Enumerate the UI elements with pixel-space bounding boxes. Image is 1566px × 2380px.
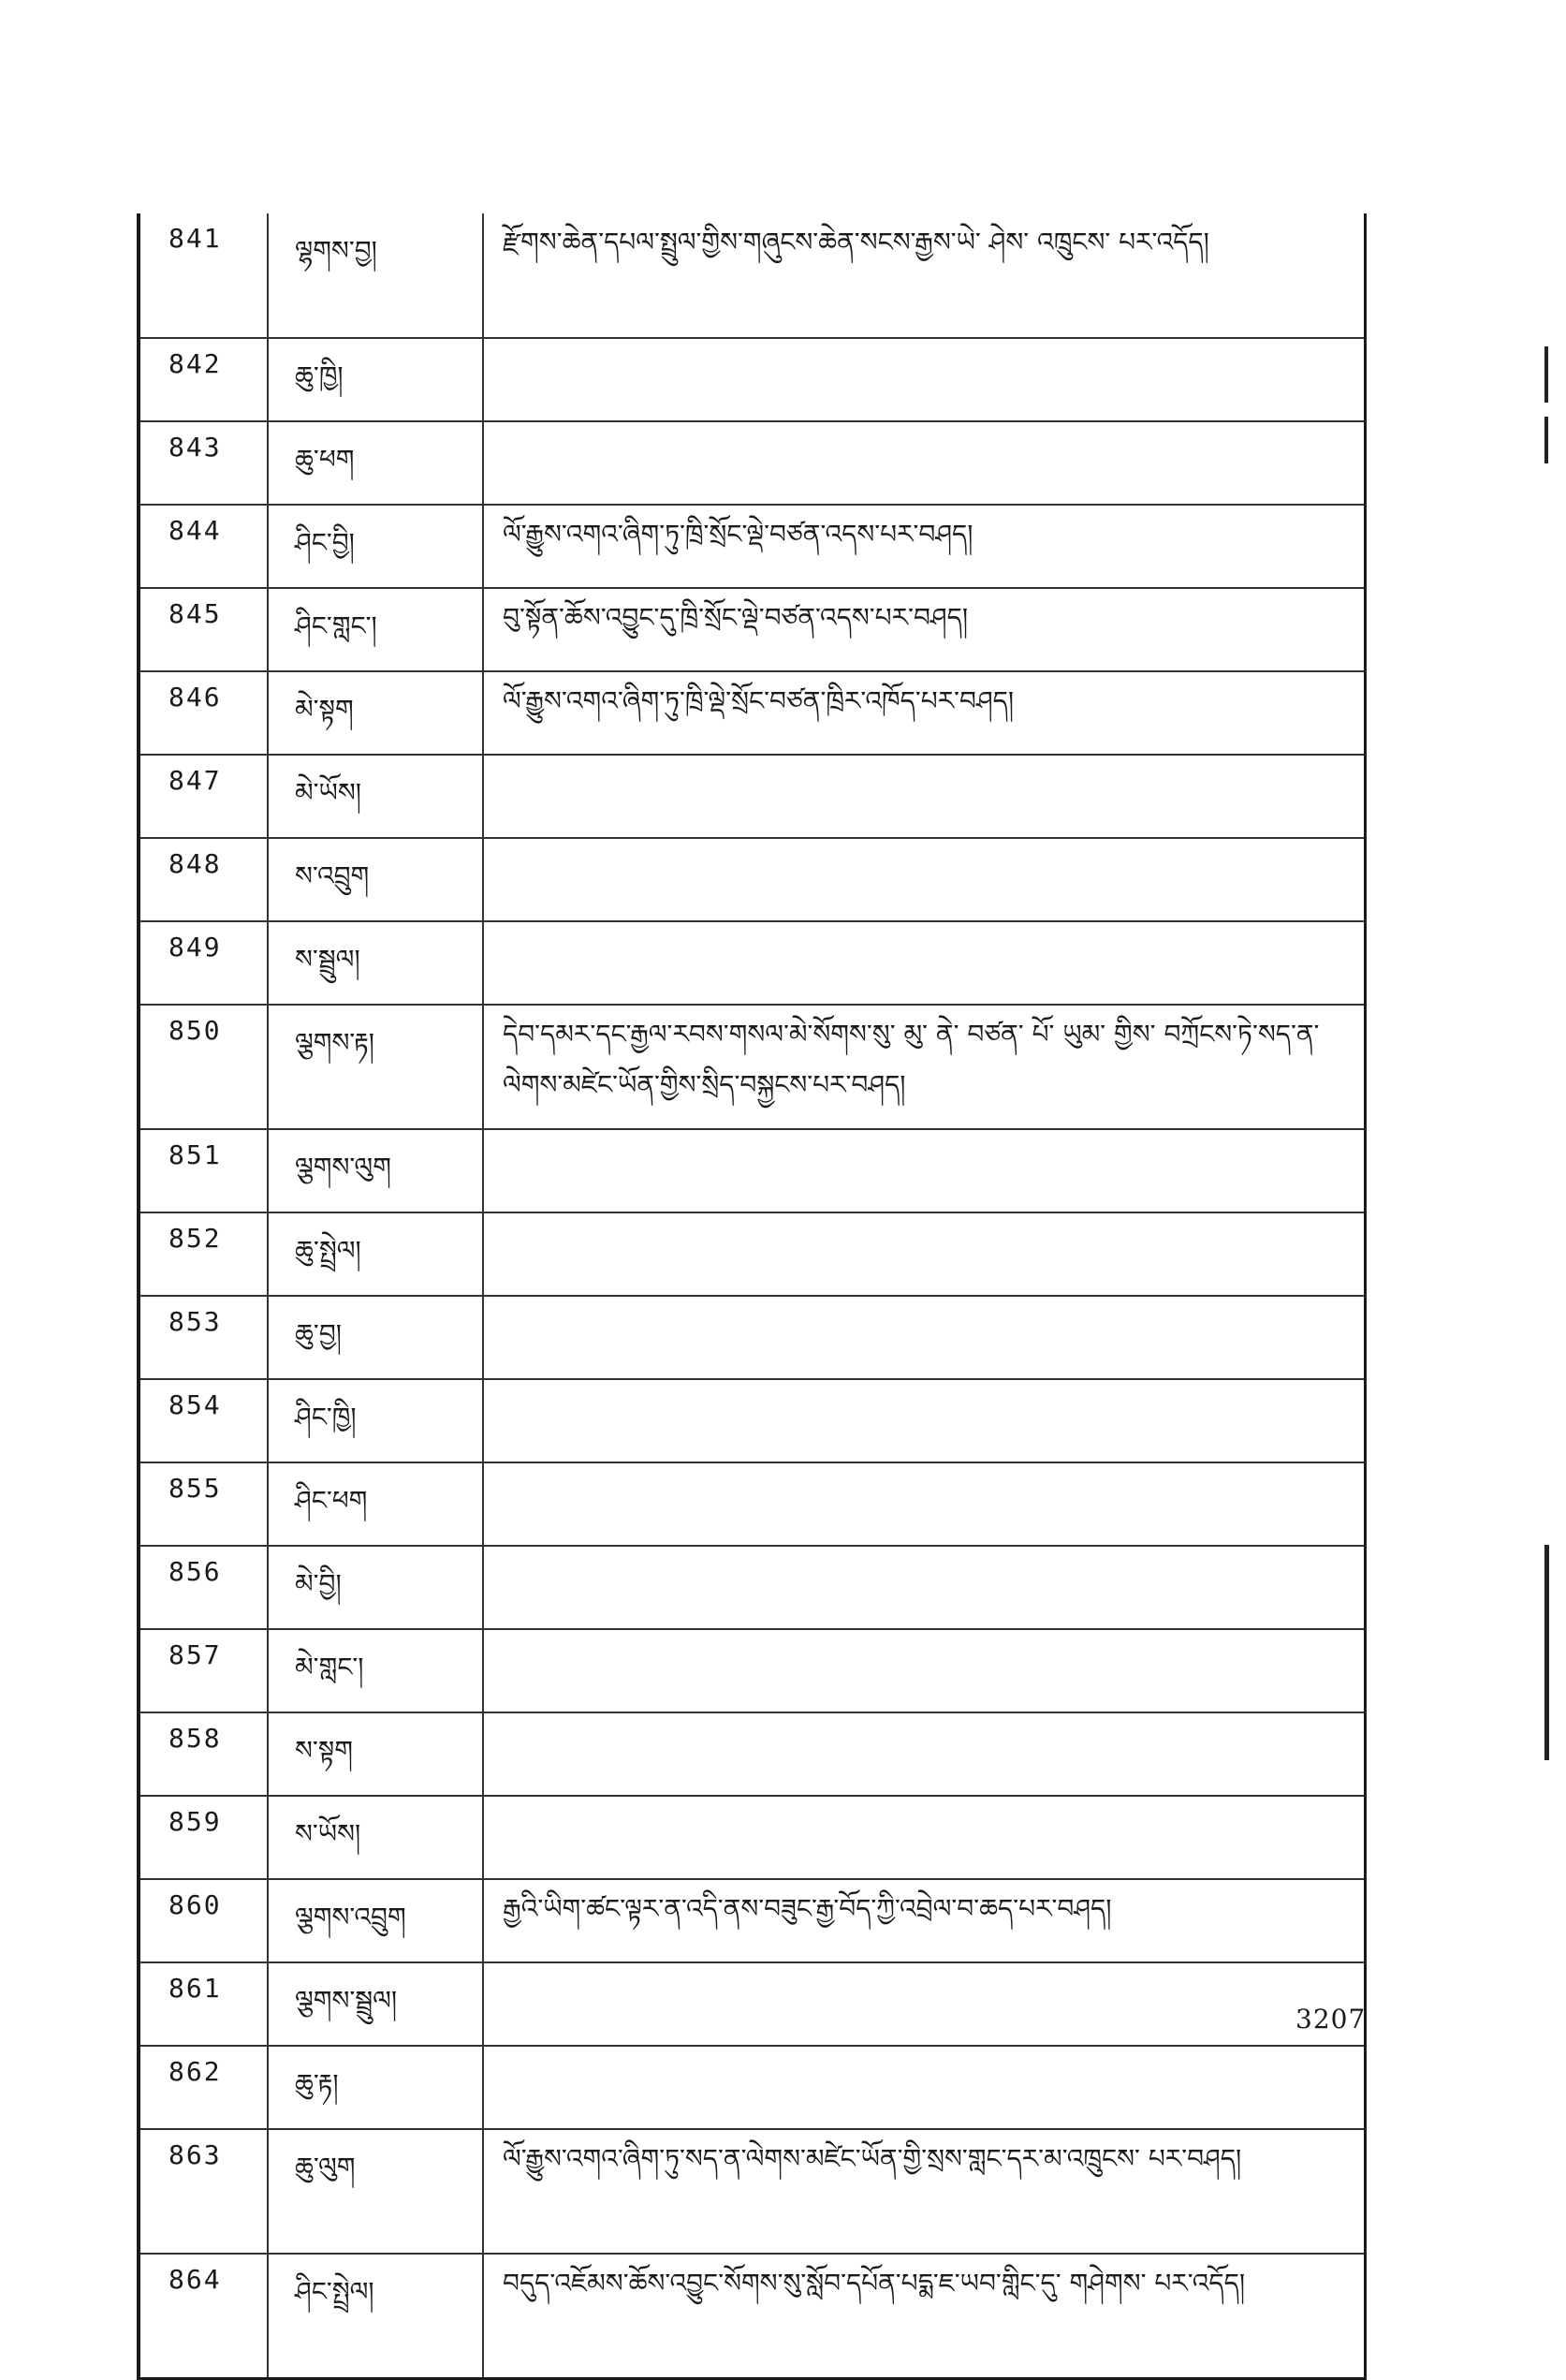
event-description xyxy=(483,1296,1366,1379)
event-description xyxy=(483,1129,1366,1212)
table-row xyxy=(139,1379,1366,1462)
year-name: ས་སྦྲུལ། xyxy=(268,921,483,1005)
table-row xyxy=(139,338,1366,421)
event-description xyxy=(483,755,1366,838)
table-row xyxy=(139,1212,1366,1296)
year-number: 862 xyxy=(139,2046,268,2129)
event-description xyxy=(483,338,1366,421)
year-number: 854 xyxy=(139,1379,268,1462)
event-description: རྒྱའི་ཡིག་ཚང་ལྟར་ན་འདི་ནས་བཟུང་རྒྱ་བོད་ཀྱི་འབྲེལ་བ་ཆད་པར་བཤད། xyxy=(483,1879,1366,1962)
event-description: རྫོགས་ཆེན་དཔལ་སྤྲུལ་གྱིས་གཞུངས་ཆེན་སངས་རྒྱས་ཡེ་ ཤེས་ འཁྲུངས་ པར་འདོད། xyxy=(483,213,1366,338)
event-description xyxy=(483,1796,1366,1879)
year-name: ཆུ་བྱ། xyxy=(268,1296,483,1379)
year-name: ཆུ་སྤྲེལ། xyxy=(268,1212,483,1296)
year-name: ཆུ་རྟ། xyxy=(268,2046,483,2129)
table-row xyxy=(139,1129,1366,1212)
year-name: ལྷགས་བྱ། xyxy=(268,213,483,338)
event-description xyxy=(483,1712,1366,1796)
table-row xyxy=(139,1546,1366,1629)
table-row xyxy=(139,1462,1366,1546)
margin-mark xyxy=(1544,1545,1549,1760)
table-row xyxy=(139,2046,1366,2129)
year-number: 851 xyxy=(139,1129,268,1212)
table-row xyxy=(139,2129,1366,2254)
event-description: ལོ་རྒྱུས་འགའ་ཞིག་ཏུ་ཁྲི་ལྡེ་སྲོང་བཙན་ཁྲིར་འཁོད་པར་བཤད། xyxy=(483,671,1366,755)
event-description xyxy=(483,1546,1366,1629)
event-description xyxy=(483,921,1366,1005)
year-number: 858 xyxy=(139,1712,268,1796)
margin-mark xyxy=(1544,346,1548,403)
year-number: 842 xyxy=(139,338,268,421)
year-name: ས་ཡོས། xyxy=(268,1796,483,1879)
year-number: 861 xyxy=(139,1962,268,2046)
year-number: 855 xyxy=(139,1462,268,1546)
table-row xyxy=(139,1005,1366,1129)
year-name: ཤིང་གླང་། xyxy=(268,588,483,671)
table-row xyxy=(139,505,1366,588)
event-description xyxy=(483,1379,1366,1462)
table-row xyxy=(139,1879,1366,1962)
year-number: 856 xyxy=(139,1546,268,1629)
year-name: མེ་བྱི། xyxy=(268,1546,483,1629)
year-number: 853 xyxy=(139,1296,268,1379)
event-description xyxy=(483,421,1366,505)
event-description xyxy=(483,1212,1366,1296)
event-description: དེབ་དམར་དང་རྒྱལ་རབས་གསལ་མེ་སོགས་སུ་ མུ་ ནེ་ བཙན་ པོ་ ཡུམ་ གྱིས་ བཀྲོངས་ཏེ་སད་ན་ལེགས་མཛེང་ཡོན་གྱིས་སྲིད་བསྐྱངས་པར་བཤད། xyxy=(483,1005,1366,1129)
table-row xyxy=(139,1629,1366,1712)
table-row xyxy=(139,1796,1366,1879)
table-row xyxy=(139,213,1366,338)
year-name: ཆུ་ཁྱི། xyxy=(268,338,483,421)
table-row xyxy=(139,1296,1366,1379)
table-row xyxy=(139,1712,1366,1796)
year-name: མེ་ཡོས། xyxy=(268,755,483,838)
event-description: བདུད་འཇོམས་ཆོས་འབྱུང་སོགས་སུ་སློབ་དཔོན་པདྨ་ཇ་ཡབ་གླིང་དུ་ གཤེགས་ པར་འདོད། xyxy=(483,2254,1366,2378)
year-name: ལྕགས་སྦྲུལ། xyxy=(268,1962,483,2046)
table-body xyxy=(139,213,1366,2378)
event-description xyxy=(483,1962,1366,2046)
table-row xyxy=(139,588,1366,671)
year-number: 845 xyxy=(139,588,268,671)
table-row xyxy=(139,921,1366,1005)
year-number: 846 xyxy=(139,671,268,755)
year-name: ཤིང་བྱི། xyxy=(268,505,483,588)
year-number: 847 xyxy=(139,755,268,838)
event-description: ལོ་རྒྱུས་འགའ་ཞིག་ཏུ་ཁྲི་སྲོང་ལྡེ་བཙན་འདས་པར་བཤད། xyxy=(483,505,1366,588)
table-row xyxy=(139,671,1366,755)
year-name: ལྕགས་འབྲུག xyxy=(268,1879,483,1962)
year-number: 844 xyxy=(139,505,268,588)
year-number: 841 xyxy=(168,223,222,254)
margin-mark xyxy=(1544,417,1548,463)
year-number: 859 xyxy=(139,1796,268,1879)
year-number: 848 xyxy=(139,838,268,921)
year-number: 843 xyxy=(139,421,268,505)
year-name: ས་སྟག xyxy=(268,1712,483,1796)
event-description xyxy=(483,1462,1366,1546)
year-name: ཤིང་སྤྲེལ། xyxy=(268,2254,483,2378)
year-name: མེ་སྟག xyxy=(268,671,483,755)
event-description: བུ་སྟོན་ཆོས་འབྱུང་དུ་ཁྲི་སྲོང་ལྡེ་བཙན་འདས་པར་བཤད། xyxy=(483,588,1366,671)
event-description xyxy=(483,1629,1366,1712)
year-name: མེ་གླང་། xyxy=(268,1629,483,1712)
year-name: ཤིང་ཁྱི། xyxy=(268,1379,483,1462)
year-name: ས་འབྲུག xyxy=(268,838,483,921)
year-number: 850 xyxy=(139,1005,268,1129)
year-name: ཆུ་ཕག xyxy=(268,421,483,505)
event-description: ལོ་རྒྱུས་འགའ་ཞིག་ཏུ་སད་ན་ལེགས་མཛེང་ཡོན་གྱི་སྲས་གླང་དར་མ་འཁྲུངས་ པར་བཤད། xyxy=(483,2129,1366,2254)
event-description xyxy=(483,838,1366,921)
table-row xyxy=(139,421,1366,505)
table-row xyxy=(139,755,1366,838)
year-name: ཤིང་ཕག xyxy=(268,1462,483,1546)
year-number: 852 xyxy=(139,1212,268,1296)
page-number: 3207 xyxy=(1295,2004,1367,2035)
year-name: ལྕགས་རྟ། xyxy=(268,1005,483,1129)
year-name: ཆུ་ལུག xyxy=(268,2129,483,2254)
year-number: 860 xyxy=(139,1879,268,1962)
year-number: 864 xyxy=(139,2254,268,2378)
table-row xyxy=(139,1962,1366,2046)
year-name: ལྕགས་ལུག xyxy=(268,1129,483,1212)
event-description xyxy=(483,2046,1366,2129)
year-number: 849 xyxy=(139,921,268,1005)
table-row xyxy=(139,2254,1366,2378)
chronology-table xyxy=(137,213,1367,2380)
year-number: 863 xyxy=(139,2129,268,2254)
table-row xyxy=(139,838,1366,921)
year-number: 857 xyxy=(139,1629,268,1712)
